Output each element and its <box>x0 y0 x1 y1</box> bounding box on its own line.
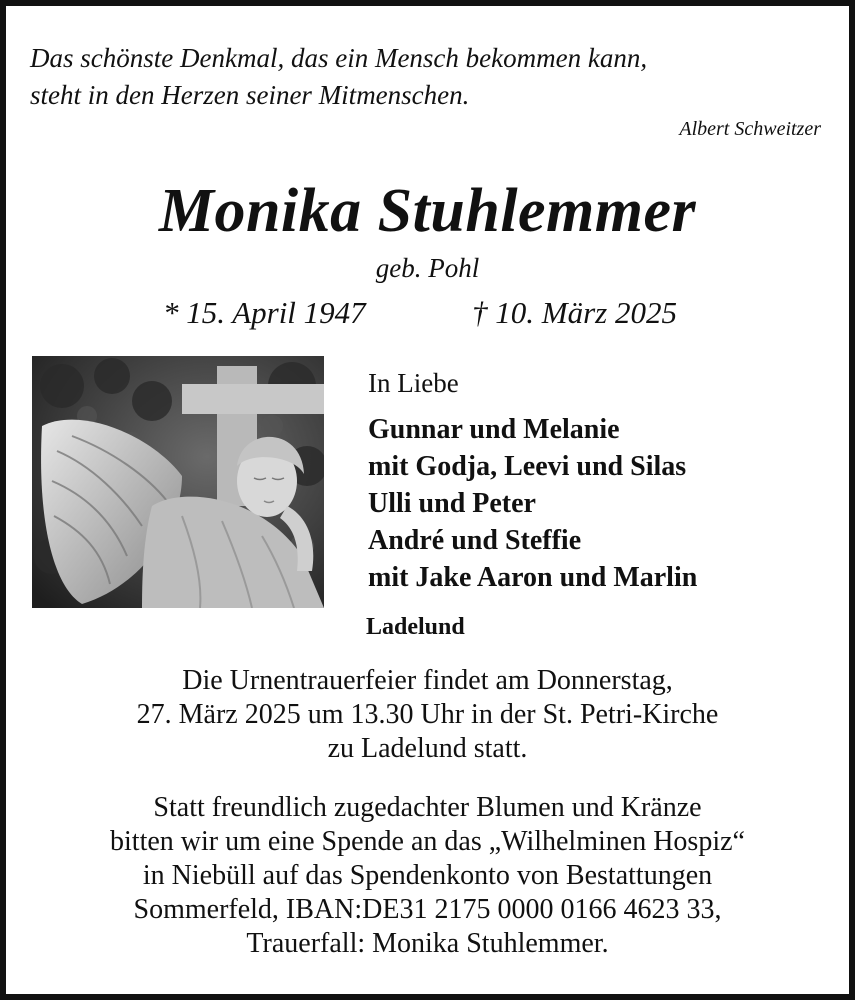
memorial-quote <box>30 40 840 114</box>
funeral-service-text <box>6 664 849 766</box>
mourner-line: mit Godja, Leevi und Silas <box>368 451 687 482</box>
quote-line: Das schönste Denkmal, das ein Mensch bekommen kann, <box>30 43 648 73</box>
quote-line: steht in den Herzen seiner Mitmenschen. <box>30 80 470 110</box>
mourner-line: Gunnar und Melanie <box>368 414 620 445</box>
angel-statue-photo <box>32 356 324 608</box>
quote-author: Albert Schweitzer <box>679 118 821 140</box>
birth-name: geb. Pohl <box>375 253 480 283</box>
mourner-line: Ulli und Peter <box>368 488 536 519</box>
birth-date: * 15. April 1947 <box>163 295 366 330</box>
donation-line: bitten wir um eine Spende an das „Wilhelminen Hospiz“ <box>110 826 745 857</box>
mourners-place: Ladelund <box>366 614 465 640</box>
mourners-intro: In Liebe <box>368 368 459 398</box>
donation-line: in Niebüll auf das Spendenkonto von Bestattungen <box>142 860 713 891</box>
service-line: zu Ladelund statt. <box>327 733 528 764</box>
service-line: Die Urnentrauerfeier findet am Donnerstag, <box>182 665 673 696</box>
deceased-name: Monika Stuhlemmer <box>158 177 697 245</box>
angel-statue-icon <box>32 356 324 608</box>
donation-request-text <box>6 791 849 961</box>
death-date: † 10. März 2025 <box>472 295 677 330</box>
donation-line: Trauerfall: Monika Stuhlemmer. <box>246 928 609 959</box>
mourner-line: mit Jake Aaron und Marlin <box>368 562 698 593</box>
mourners-list <box>368 411 697 596</box>
service-line: 27. März 2025 um 13.30 Uhr in der St. Petri-Kirche <box>136 699 719 730</box>
donation-line: Sommerfeld, IBAN:DE31 2175 0000 0166 4623 33, <box>133 894 722 925</box>
mourner-line: André und Steffie <box>368 525 582 556</box>
donation-line: Statt freundlich zugedachter Blumen und Kränze <box>153 792 702 823</box>
